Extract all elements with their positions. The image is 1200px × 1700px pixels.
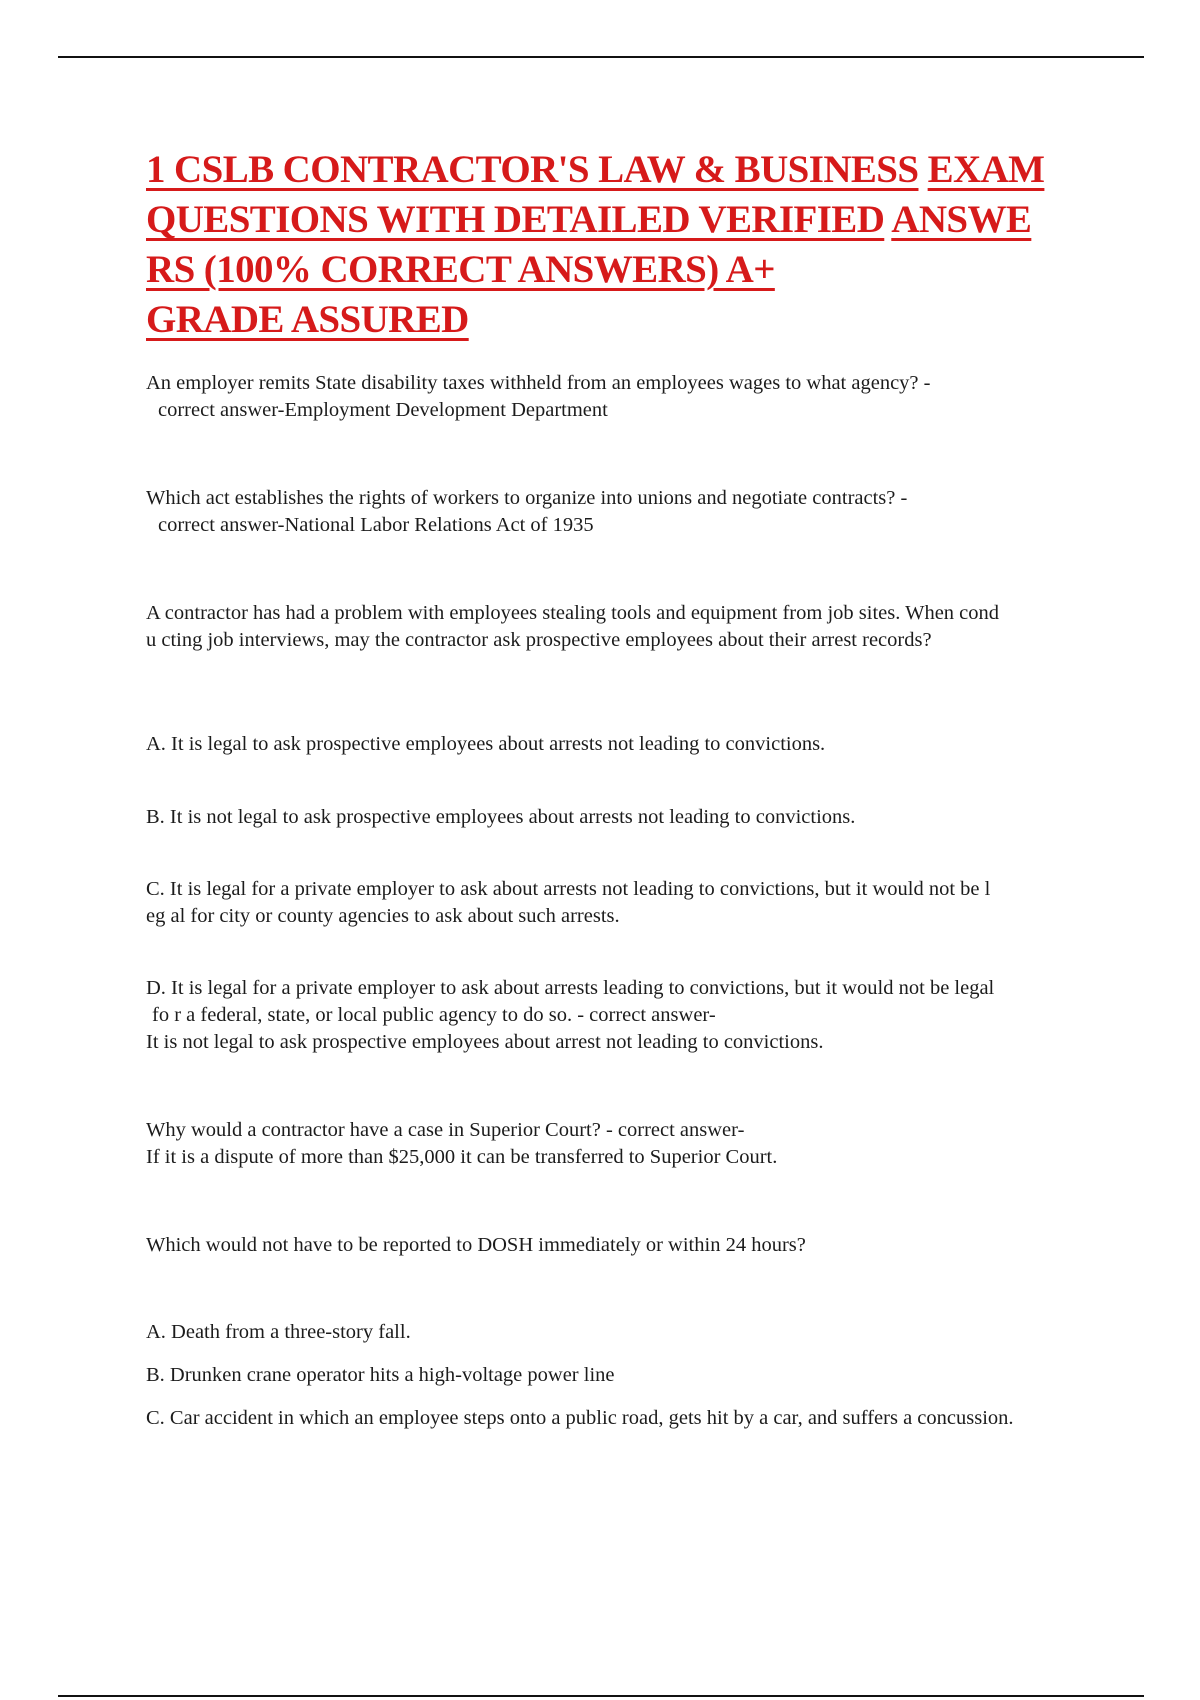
title-segment: EXAM (927, 148, 1045, 191)
option-text: B. Drunken crane operator hits a high-voltage power line (146, 1364, 615, 1386)
answer-text: correct answer-National Labor Relations Act of 1935 (158, 514, 594, 536)
question-text: An employer remits State disability taxes withheld from an employees wages to what agency? - (146, 372, 931, 394)
question-text: Why would a contractor have a case in Superior Court? - correct answer- (146, 1119, 745, 1141)
option-text: B. It is not legal to ask prospective employees about arrests not leading to convictions. (146, 806, 856, 828)
option-text: C. Car accident in which an employee steps onto a public road, gets hit by a car, and suffers a concussion. (146, 1407, 1014, 1429)
title-line (146, 295, 1086, 345)
question-text: Which act establishes the rights of workers to organize into unions and negotiate contracts? - (146, 487, 908, 509)
answer-text: correct answer-Employment Development Department (158, 399, 608, 421)
title-segment: GRADE ASSURED (146, 298, 469, 341)
title-segment: ANSWE (891, 198, 1032, 241)
question-edd (146, 370, 1106, 424)
option-c (146, 876, 1106, 930)
option-c (146, 1405, 1106, 1432)
top-rule (58, 56, 1144, 58)
question-text: u cting job interviews, may the contractor ask prospective employees about their arrest records? (146, 629, 932, 651)
option-d (146, 975, 1106, 1056)
title-segment: RS (100% CORRECT ANSWERS) A+ (146, 248, 775, 291)
title-gap (918, 148, 927, 191)
option-a (146, 731, 1106, 758)
option-text: D. It is legal for a private employer to ask about arrests leading to convictions, but it would not be legal (146, 977, 995, 999)
document-title (146, 145, 1086, 345)
question-superior-court (146, 1117, 1106, 1171)
question-dosh (146, 1232, 1106, 1259)
question-text: A contractor has had a problem with employees stealing tools and equipment from job sites. When cond (146, 602, 1000, 624)
option-a (146, 1319, 1106, 1346)
option-text: fo r a federal, state, or local public agency to do so. - correct answer- (152, 1004, 716, 1026)
option-text: C. It is legal for a private employer to ask about arrests not leading to convictions, but it would not be l (146, 878, 991, 900)
title-line (146, 245, 1086, 295)
title-segment: 1 CSLB CONTRACTOR'S LAW & BUSINESS (146, 148, 919, 191)
title-line (146, 195, 1086, 245)
question-nlra (146, 485, 1106, 539)
option-text: eg al for city or county agencies to ask about such arrests. (146, 905, 620, 927)
option-text: A. It is legal to ask prospective employees about arrests not leading to convictions. (146, 733, 826, 755)
option-text: A. Death from a three-story fall. (146, 1321, 411, 1343)
answer-text: It is not legal to ask prospective employees about arrest not leading to convictions. (146, 1031, 824, 1053)
title-segment: QUESTIONS WITH DETAILED VERIFIED (146, 198, 885, 241)
question-text: Which would not have to be reported to DOSH immediately or within 24 hours? (146, 1234, 806, 1256)
question-arrest-records (146, 600, 1106, 654)
title-line (146, 145, 1086, 195)
option-b (146, 1362, 1106, 1389)
option-b (146, 804, 1106, 831)
bottom-rule (58, 1695, 1144, 1697)
answer-text: If it is a dispute of more than $25,000 it can be transferred to Superior Court. (146, 1146, 778, 1168)
